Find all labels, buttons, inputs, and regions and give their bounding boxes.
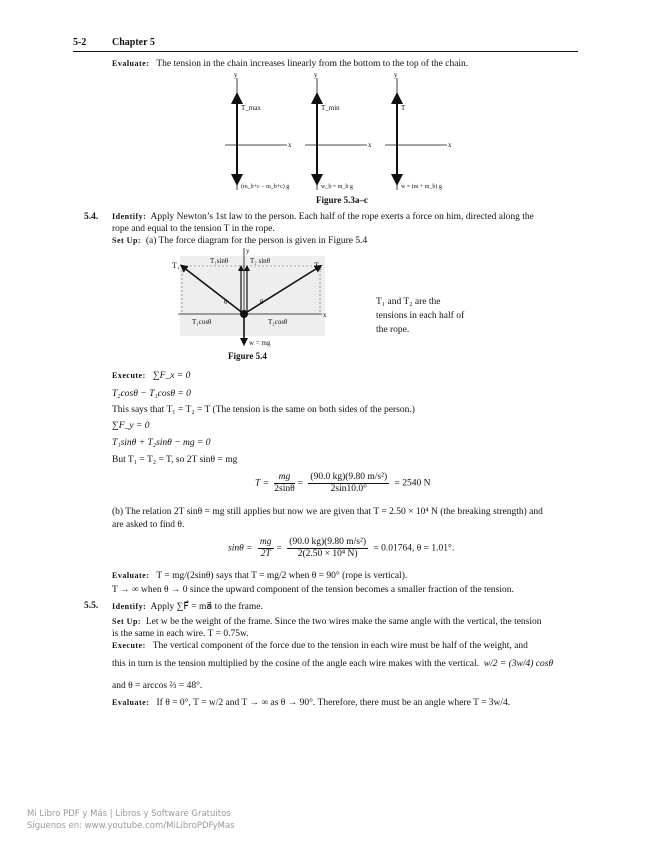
eq-result: = 0.01764, θ = 1.01°. xyxy=(373,543,455,554)
fig-b-y-label: y xyxy=(314,71,318,79)
problem-5-4-number: 5.4. xyxy=(84,212,99,222)
p54-b-text: (b) The relation 2T sinθ = mg still applies but now we are given that T = 2.50 × 10⁴ N (the breaking strength) and xyxy=(112,507,543,517)
p54-but: But T₁ = T₂ = T, so 2T sinθ = mg xyxy=(112,455,238,465)
page-number: 5-2 xyxy=(73,37,87,48)
problem-5-5-number: 5.5. xyxy=(84,601,99,611)
p54-says: This says that T₁ = T₂ = T (The tension is the same on both sides of the person.) xyxy=(112,405,415,415)
execute-label: Execute: xyxy=(112,641,146,650)
side-note-line: T₁ and T₂ are the xyxy=(376,297,441,307)
execute-text: The vertical component of the force due to the tension in each wire must be half of the weight, and xyxy=(152,641,528,651)
side-note-line: the rope. xyxy=(376,325,410,335)
p54-execute xyxy=(112,371,190,381)
fig54-y-label: y xyxy=(246,247,250,255)
identify-text: Apply ∑F⃗ = ma⃗ to the frame. xyxy=(150,602,263,612)
identify-label: Identify: xyxy=(112,602,147,611)
setup-text: (a) The force diagram for the person is given in Figure 5.4 xyxy=(145,236,368,246)
fig54-side-note xyxy=(376,295,464,337)
fraction xyxy=(287,537,368,560)
figure-5-3-caption: Figure 5.3a–c xyxy=(316,195,368,205)
fig54-t2cos: T₂cosθ xyxy=(268,318,288,326)
fig54-x-label: x xyxy=(323,311,327,319)
numerator: (90.0 kg)(9.80 m/s²) xyxy=(289,537,367,547)
p54-eq3: ∑F_y = 0 xyxy=(112,421,150,431)
fig54-t1sin: T₁sinθ xyxy=(210,257,229,265)
fig-c-bottom-label: w = (m + m_b) g xyxy=(401,184,442,190)
p54-evaluate xyxy=(112,571,407,581)
equation: ∑F_x = 0 xyxy=(152,371,191,381)
footer-line-2: Síguenos en: www.youtube.com/MiLibroPDFyMas xyxy=(27,821,235,831)
figure-5-4 xyxy=(170,246,330,352)
fraction xyxy=(274,472,294,495)
numerator: (90.0 kg)(9.80 m/s²) xyxy=(310,472,388,482)
p54-eq4: T₁sinθ + T₂sinθ − mg = 0 xyxy=(112,438,211,448)
p54-b-text-2: are asked to find θ. xyxy=(112,520,185,530)
fig-c-top-label: T xyxy=(401,104,406,112)
header-rule xyxy=(73,51,578,52)
fraction xyxy=(308,472,389,495)
fig-a-x-label: x xyxy=(288,141,292,149)
fig-a-y-label: y xyxy=(234,71,238,79)
fig54-t2: T₂ xyxy=(314,261,322,270)
p55-identify xyxy=(112,601,263,612)
p54-evaluate-2: T → ∞ when θ → 0 since the upward component of the tension becomes a smaller fraction of the tension. xyxy=(112,585,514,595)
p55-setup xyxy=(112,617,542,627)
evaluate-label: Evaluate: xyxy=(112,698,150,707)
fig-b-x-label: x xyxy=(368,141,372,149)
figure-5-4-caption: Figure 5.4 xyxy=(228,351,267,361)
eq-lhs: T = xyxy=(255,478,269,489)
equation: w/2 = (3w/4) cosθ xyxy=(483,659,554,669)
p54-identify-2: rope and equal to the tension T in the rope. xyxy=(112,224,275,234)
p54-eq2: T₂cosθ − T₁cosθ = 0 xyxy=(112,389,191,399)
eq-result: = 2540 N xyxy=(394,478,431,489)
p55-evaluate xyxy=(112,698,510,708)
numerator: mg xyxy=(274,472,294,484)
fig54-theta-left: θ xyxy=(224,298,228,306)
fig-c-x-label: x xyxy=(448,141,452,149)
evaluate-text: The tension in the chain increases linearly from the bottom to the top of the chain. xyxy=(156,59,469,69)
denominator: 2sin10.0° xyxy=(330,484,367,494)
fig-a-bottom-label: (m_b+c − m_b+c) g xyxy=(241,184,290,190)
fig-b-bottom-label: w_b = m_b g xyxy=(321,184,353,190)
p55-execute-3: and θ = arccos ⅔ = 48°. xyxy=(112,681,203,691)
fig54-person-dot xyxy=(240,310,248,318)
evaluate-text: T = mg/(2sinθ) says that T = mg/2 when θ = 90° (rope is vertical). xyxy=(156,571,408,581)
execute-text: this in turn is the tension multiplied by the cosine of the angle each wire makes with the vertical. xyxy=(112,659,479,669)
fig-b-top-label: T_min xyxy=(321,104,340,112)
p55-setup-2: is the same in each wire. T = 0.75w. xyxy=(112,629,249,639)
evaluate-line xyxy=(112,59,468,69)
fig54-weight-label: w = mg xyxy=(249,339,271,347)
evaluate-label: Evaluate: xyxy=(112,571,150,580)
p54-setup xyxy=(112,236,367,246)
p54-sin-equation: sinθ = $\frac{mg}{2T}$ = $\frac{\text{(90.0 kg)(9.80 m/s²)}}{\text{2(2.50 × 10⁴ N)}}$ = 0.01764, θ = 1.01°. xyxy=(228,537,455,559)
fraction xyxy=(258,537,274,560)
p55-execute xyxy=(112,641,528,651)
p55-execute-2 xyxy=(112,659,553,669)
denominator: 2sinθ xyxy=(274,484,295,494)
chapter-title: Chapter 5 xyxy=(112,37,155,48)
fig54-t1: T₁ xyxy=(172,261,180,270)
figure-5-3 xyxy=(225,70,465,195)
fig54-t2sin: T₂ sinθ xyxy=(250,257,270,265)
fig54-t1cos: T₁cosθ xyxy=(192,318,212,326)
fig54-theta-right: θ xyxy=(260,298,264,306)
identify-text: Apply Newton’s 1st law to the person. Each half of the rope exerts a force on him, directed along the xyxy=(150,212,534,222)
execute-label: Execute: xyxy=(112,371,146,380)
numerator: mg xyxy=(259,537,272,547)
side-note-line: tensions in each half of xyxy=(376,311,465,321)
setup-text: Let w be the weight of the frame. Since the two wires make the same angle with the vertical, the tension xyxy=(145,617,542,627)
p54-tension-equation: T = $\frac{mg}{2\sin\theta}$ = $\frac{\text{(90.0 kg)(9.80 m/s²)}}{2\sin 10.0^\circ}$ = 2540 N xyxy=(255,472,431,494)
denominator: 2T xyxy=(260,549,271,559)
setup-label: Set Up: xyxy=(112,236,142,245)
denominator: 2(2.50 × 10⁴ N) xyxy=(297,549,358,559)
setup-label: Set Up: xyxy=(112,617,142,626)
fig-a-top-label: T_max xyxy=(241,104,261,112)
evaluate-text: If θ = 0°, T = w/2 and T → ∞ as θ → 90°. Therefore, there must be an angle where T = 3w/4. xyxy=(156,698,511,708)
evaluate-label: Evaluate: xyxy=(112,59,150,68)
identify-label: Identify: xyxy=(112,212,147,221)
footer-line-1: Mi Libro PDF y Más | Libros y Software Gratuitos xyxy=(27,809,231,819)
eq-lhs: sinθ = xyxy=(228,543,253,554)
fig-c-y-label: y xyxy=(394,71,398,79)
p54-identify xyxy=(112,212,534,222)
